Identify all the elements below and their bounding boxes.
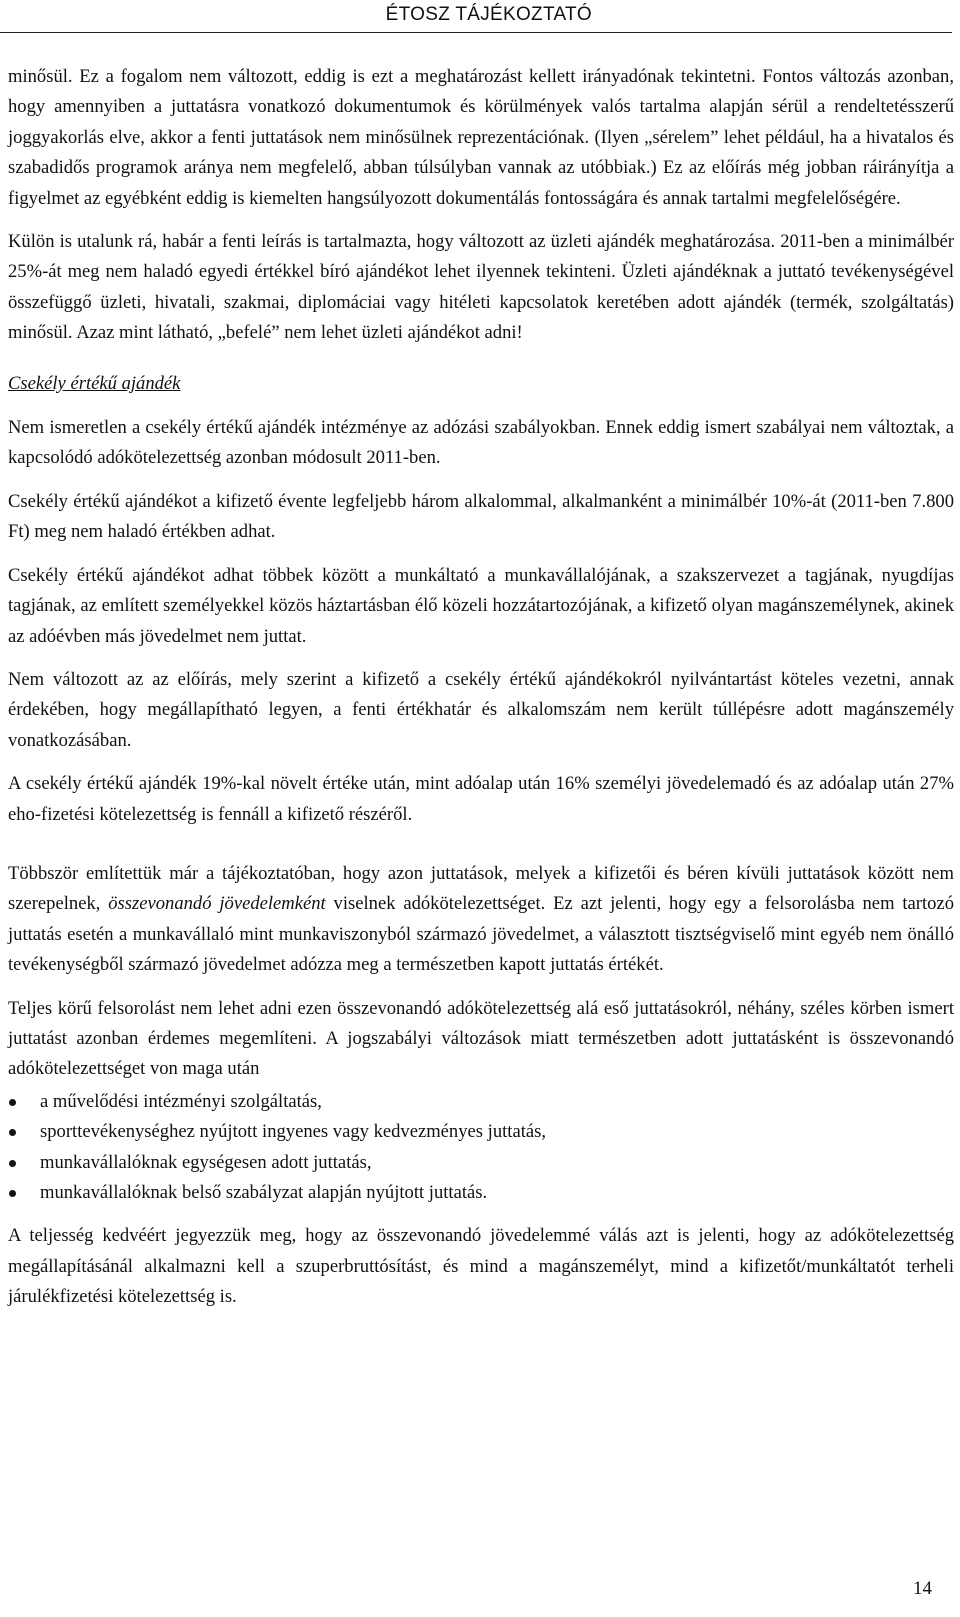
paragraph-felsorolas: Teljes körű felsorolást nem lehet adni ezen összevonandó adókötelezettség alá eső juttatásokról, néhány, széles körben ismert juttatást azonban érdemes megemlíteni. A jogszabályi változások miatt természetben adott juttatásként is összevonandó adókötelezettséget von maga után — [8, 997, 954, 1080]
bullet-icon — [9, 1099, 16, 1106]
paragraph-osszevonando-end: viselnek adókötelezettséget. Ez azt jelenti, hogy egy a felsorolásba nem tartozó juttatás esetén a munkavállaló mint munkaviszonyból származó jövedelmet, a választott tisztségviselő mint egyéb nem önálló tevékenységből származó jövedelmet adózza meg a természetben kapott juttatás értékét. — [8, 893, 954, 976]
paragraph-csekely-limit: Csekély értékű ajándékot a kifizető évente legfeljebb három alkalommal, alkalmanként a minimálbér 10%-át (2011-ben 7.800 Ft) meg nem haladó értékben adhat. — [8, 490, 954, 543]
paragraph-osszevonando — [8, 859, 954, 981]
list-item-text: sporttevékenységhez nyújtott ingyenes vagy kedvezményes juttatás, — [40, 1121, 547, 1143]
paragraph-csekely-tax: A csekély értékű ajándék 19%-kal növelt értéke után, mint adóalap után 16% személyi jövedelemadó és az adóalap után 27% eho-fizetési kötelezettség is fennáll a kifizető részéről. — [8, 773, 954, 825]
section-heading: Csekély értékű ajándék — [8, 372, 181, 394]
header-title: ÉTOSZ TÁJÉKOZTATÓ — [385, 4, 592, 25]
page-header — [0, 0, 952, 33]
document-body — [8, 62, 954, 1326]
list-item-text: munkavállalóknak belső szabályzat alapján nyújtott juttatás. — [40, 1182, 488, 1203]
paragraph-szuperbrutto: A teljesség kedvéért jegyezzük meg, hogy az összevonandó jövedelemmé válás azt is jelenti, hogy az adókötelezettség megállapításánál alkalmazni kell a szuperbruttósítást, és mind a magánszemélyt, mind a kifizetőt/munkáltatót terheli járulékfizetési kötelezettség is. — [8, 1225, 954, 1308]
bullet-icon — [9, 1129, 16, 1136]
paragraph-osszevonando-start: Többször említettük már a tájékoztatóban, hogy azon juttatások, melyek a kifizetői és béren kívüli juttatások között nem szerepelnek, — [8, 862, 954, 915]
paragraph-csekely-register: Nem változott az az előírás, mely szerint a kifizető a csekély értékű ajándékokról nyilvántartást köteles vezetni, annak érdekében, hogy megállapítható legyen, a fenti értékhatár és alkalomszám nem került túllépésre adott magánszemély vonatkozásában. — [8, 668, 954, 751]
page-number: 14 — [913, 1578, 932, 1599]
paragraph-reprezentacio: minősül. Ez a fogalom nem változott, eddig is ezt a meghatározást kellett irányadónak tekintetni. Fontos változás azonban, hogy amennyiben a juttatásra vonatkozó dokumentumok és körülmények valós tartalma alapján sérül a rendeltetésszerű joggyakorlás elve, akkor a fenti juttatások nem minősülnek reprezentációnak. (Ilyen „sérelem” lehet például, ha a hivatalos és szabadidős programok aránya nem megfelelő, abban túlsúlyban vannak az utóbbiak.) Ez az előírás még jobban ráirányítja a figyelmet az egyébként eddig is kiemelten hangsúlyozott dokumentálás fontosságára és annak tartalmi megfelelőségére. — [8, 66, 954, 209]
list-item — [8, 1148, 954, 1178]
bullet-icon — [9, 1160, 16, 1167]
list-item — [8, 1087, 954, 1117]
bullet-list — [8, 1087, 954, 1209]
paragraph-csekely-intro: Nem ismeretlen a csekély értékű ajándék intézménye az adózási szabályokban. Ennek eddig ismert szabályai nem változtak, a kapcsolódó adókötelezettség azonban módosult 2011-ben. — [8, 417, 954, 469]
list-item-text: munkavállalóknak egységesen adott juttatás, — [40, 1151, 372, 1173]
paragraph-csekely-recipients: Csekély értékű ajándékot adhat többek között a munkáltató a munkavállalójának, a szakszervezet a tagjának, nyugdíjas tagjának, az említett személyekkel közös háztartásban élő közeli hozzátartozójának, a kifizető olyan magánszemélynek, akinek az adóévben más jövedelmet nem juttat. — [8, 564, 954, 647]
emphasis-osszevonando: összevonandó jövedelemként — [108, 893, 326, 915]
list-item — [8, 1117, 954, 1147]
bullet-icon — [9, 1190, 16, 1197]
list-item-text: a művelődési intézményi szolgáltatás, — [40, 1090, 322, 1112]
paragraph-uzleti-ajandek: Külön is utalunk rá, habár a fenti leírás is tartalmazta, hogy változott az üzleti ajándék meghatározása. 2011-ben a minimálbér 25%-át meg nem haladó egyedi értékkel bíró ajándékot lehet ilyennek tekinteni. Üzleti ajándéknak a juttató tevékenységével összefüggő üzleti, hivatali, szakmai, diplomáciai vagy hitéleti kapcsolatok keretében adott ajándék (termék, szolgáltatás) minősül. Azaz mint látható, „befelé” nem lehet üzleti ajándékot adni! — [8, 231, 954, 344]
spacer — [8, 843, 954, 859]
list-item — [8, 1178, 954, 1208]
